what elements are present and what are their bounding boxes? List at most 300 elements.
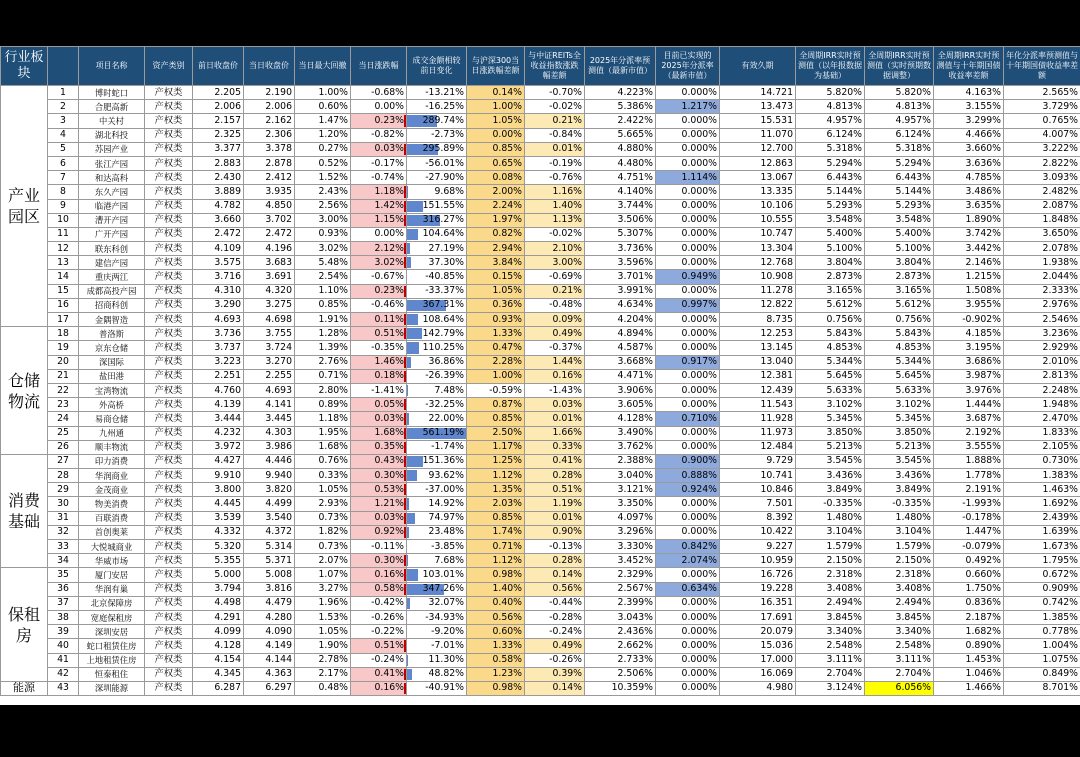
table-cell: 3.845% [865,610,934,624]
table-cell: 0.900% [656,454,720,468]
table-row [1,227,1080,241]
table-cell: 0.000% [656,242,720,256]
cell-value: -0.74% [371,171,404,183]
table-cell: 13.473 [720,100,796,114]
table-row [1,213,1080,227]
table-cell: 3.02% [295,242,351,256]
cell-value: -0.68% [371,86,404,98]
cell-value: 103.01% [422,568,464,580]
table-cell: 3.111% [796,653,865,667]
table-cell [351,284,407,298]
table-cell: 0.28% [525,554,585,568]
table-cell: 2.329% [585,568,656,582]
cell-value: -32.25% [425,398,464,410]
table-cell: 2.93% [295,497,351,511]
table-cell: 4.479 [244,596,295,610]
table-cell: 4.853% [865,341,934,355]
table-cell: 产权类 [145,469,193,483]
table-cell: 33 [48,540,79,554]
table-cell: 3.236% [1004,327,1080,341]
data-bar [407,470,417,481]
table-cell: 蛇口租赁住房 [79,639,145,653]
table-cell: 联东科创 [79,242,145,256]
table-cell: 0.00% [467,128,525,142]
table-cell [351,227,407,241]
table-cell: 产权类 [145,582,193,596]
table-cell: 2.150% [865,554,934,568]
table-cell: 5.843% [796,327,865,341]
table-cell: -0.59% [467,383,525,397]
table-cell: 0.71% [295,369,351,383]
table-cell: 0.85% [467,142,525,156]
table-cell: 4.785% [934,171,1004,185]
table-cell: 3.976% [934,383,1004,397]
cell-value: 151.55% [422,200,464,212]
table-cell: 1.682% [934,625,1004,639]
table-cell: 5.645% [865,369,934,383]
table-cell [351,383,407,397]
table-cell: 华润商业 [79,469,145,483]
table-cell: 0.56% [467,610,525,624]
table-cell: 2.105% [1004,440,1080,454]
table-cell: 1.447% [934,525,1004,539]
table-cell: 11.928 [720,412,796,426]
table-cell [351,681,407,695]
table-cell: 1.39% [295,341,351,355]
table-cell: 5 [48,142,79,156]
table-cell: 0.778% [1004,625,1080,639]
table-cell: 产权类 [145,454,193,468]
table-cell [407,355,467,369]
cell-value: -13.21% [425,86,464,98]
table-cell: 4.185% [934,327,1004,341]
table-cell: 2.94% [467,242,525,256]
cell-value: -27.90% [425,171,464,183]
table-cell: 0.849% [1004,667,1080,681]
table-cell: 2.54% [295,270,351,284]
table-cell: 博时蛇口 [79,86,145,100]
table-cell: -0.84% [525,128,585,142]
table-cell: 1.385% [1004,610,1080,624]
table-cell: 5.371 [244,554,295,568]
table-cell: 1.00% [467,100,525,114]
table-cell: 11.543 [720,398,796,412]
table-row [1,86,1080,100]
header-row [1,47,1080,86]
table-cell: 1.114% [656,171,720,185]
table-row [1,142,1080,156]
cell-value: 1.42% [374,200,404,212]
table-cell: 17 [48,313,79,327]
table-cell: 5.000 [193,568,244,582]
table-cell [407,284,467,298]
table-cell: 1.673% [1004,540,1080,554]
table-cell: 3.972 [193,440,244,454]
table-cell: 产权类 [145,242,193,256]
table-row [1,469,1080,483]
column-header: 年化分派率预测值与十年期国债收益率差额 [1004,47,1080,86]
table-cell: 0.000% [656,667,720,681]
table-cell: 0.000% [656,227,720,241]
table-cell: 成都高投产园 [79,284,145,298]
table-cell: 2.006 [244,100,295,114]
table-cell [351,313,407,327]
table-cell: 产权类 [145,213,193,227]
column-header: 当日收盘价 [244,47,295,86]
table-cell: 3.701% [585,270,656,284]
cell-value: 27.19% [428,242,464,254]
table-cell: 4.144 [244,653,295,667]
table-cell [351,412,407,426]
table-cell: 易商仓储 [79,412,145,426]
column-header: 前日收盘价 [193,47,244,86]
table-cell: 16 [48,298,79,312]
table-cell: 1.05% [295,483,351,497]
table-row [1,625,1080,639]
table-cell: 0.917% [656,355,720,369]
table-cell: 0.000% [656,398,720,412]
table-cell: 4.760 [193,383,244,397]
table-cell: 产权类 [145,114,193,128]
table-cell: 5.144% [865,185,934,199]
column-header: 2025年分派率预测值（最新市值） [585,47,656,86]
table-cell: 20.079 [720,625,796,639]
table-cell: 3.00% [525,256,585,270]
table-cell: 13.304 [720,242,796,256]
table-cell: 2.50% [467,426,525,440]
table-cell: 22 [48,383,79,397]
table-cell: 3.849% [796,483,865,497]
table-cell: 0.660% [934,568,1004,582]
table-cell: 25 [48,426,79,440]
table-cell: 3.222% [1004,142,1080,156]
table-cell: 0.000% [656,86,720,100]
table-cell: 1.97% [467,213,525,227]
table-cell: 0.76% [295,454,351,468]
table-cell: 4.427 [193,454,244,468]
table-cell: 3.124% [796,681,865,695]
cell-value: -26.39% [425,370,464,382]
table-cell: 2.482% [1004,185,1080,199]
table-cell [407,369,467,383]
table-cell [351,114,407,128]
table-cell: 23 [48,398,79,412]
table-cell: 3.377 [193,142,244,156]
table-cell: 2.929% [1004,341,1080,355]
table-cell: 4.196 [244,242,295,256]
table-cell: 产权类 [145,298,193,312]
table-cell: 6.056% [865,681,934,695]
table-cell: 5.144% [796,185,865,199]
table-cell [351,540,407,554]
table-cell: 3.935 [244,185,295,199]
table-cell: 0.36% [467,298,525,312]
table-cell: 0.33% [525,440,585,454]
data-bar [407,569,418,580]
table-cell: 0.28% [525,469,585,483]
table-cell: 1.52% [295,171,351,185]
table-cell: 34 [48,554,79,568]
table-cell: 10.555 [720,213,796,227]
table-cell: 17.691 [720,610,796,624]
table-cell: 3.650% [1004,227,1080,241]
table-cell: 0.888% [656,469,720,483]
table-cell: 0.756% [865,313,934,327]
table-cell: 0.21% [525,284,585,298]
table-cell: -0.02% [525,100,585,114]
table-row [1,426,1080,440]
table-cell: 1.74% [467,525,525,539]
cell-value: -0.11% [371,540,404,552]
table-cell: 产权类 [145,313,193,327]
table-cell: 1.05% [295,625,351,639]
cell-value: 110.25% [422,341,464,353]
table-cell: 4.466% [934,128,1004,142]
table-cell: 19 [48,341,79,355]
table-cell: 2.704% [865,667,934,681]
table-cell: 17.000 [720,653,796,667]
table-cell: 1.20% [295,128,351,142]
table-cell: 3.102% [796,398,865,412]
table-cell [407,199,467,213]
table-cell: 产权类 [145,681,193,695]
table-cell: 1.23% [467,667,525,681]
column-header: 目前已实现的2025年分派率（最新市值） [656,47,720,86]
table-cell [351,199,407,213]
table-cell: 5.100% [865,242,934,256]
table-cell: 5.345% [796,412,865,426]
table-cell: 产权类 [145,156,193,170]
table-cell: 2.548% [796,639,865,653]
table-cell: 3.955% [934,298,1004,312]
table-cell: 京东仓储 [79,341,145,355]
table-cell: 产权类 [145,142,193,156]
table-cell [407,171,467,185]
table-cell [351,440,407,454]
table-cell [351,142,407,156]
cell-value: 0.92% [374,526,404,538]
table-cell: 3.436% [796,469,865,483]
table-cell: 0.01% [525,412,585,426]
table-cell: 0.949% [656,270,720,284]
table-cell: 3.596% [585,256,656,270]
table-cell: 张江产园 [79,156,145,170]
table-cell: 4.480% [585,156,656,170]
table-cell: 42 [48,667,79,681]
table-cell: 产权类 [145,185,193,199]
table-cell [407,100,467,114]
table-cell: 盐田港 [79,369,145,383]
table-cell: 九州通 [79,426,145,440]
table-cell: -0.70% [525,86,585,100]
table-cell: 0.85% [467,412,525,426]
table-cell: 3.040% [585,469,656,483]
table-cell [351,667,407,681]
table-cell [407,469,467,483]
table-cell: 4.232 [193,426,244,440]
table-cell [351,596,407,610]
cell-value: 0.11% [374,313,404,325]
table-cell [351,171,407,185]
table-cell [351,341,407,355]
table-cell: 29 [48,483,79,497]
table-cell: 3.296% [585,525,656,539]
cell-value: 0.23% [374,114,404,126]
table-row [1,383,1080,397]
table-row [1,242,1080,256]
table-cell: 4.372 [244,525,295,539]
cell-value: 74.97% [428,512,464,524]
table-cell: 4.310 [193,284,244,298]
table-cell: 2.03% [467,497,525,511]
table-cell: 5.100% [796,242,865,256]
table-cell: 4.499 [244,497,295,511]
cell-value: 316.27% [422,214,464,226]
table-cell: 0.000% [656,681,720,695]
table-cell [407,511,467,525]
table-cell: 13.145 [720,341,796,355]
table-cell: 合肥高新 [79,100,145,114]
cell-value: 48.82% [428,668,464,680]
table-cell: 1.33% [467,327,525,341]
table-cell: 2.162 [244,114,295,128]
table-cell: 1.938% [1004,256,1080,270]
table-cell: 4.782 [193,199,244,213]
table-cell: 1.692% [1004,497,1080,511]
table-cell: 4.320 [244,284,295,298]
table-cell: 6.124% [796,128,865,142]
table-cell: 4.894% [585,327,656,341]
table-cell: 3.736% [585,242,656,256]
table-cell: 3.889 [193,185,244,199]
table-cell: 产权类 [145,554,193,568]
table-cell: 0.16% [525,369,585,383]
table-cell: 0.000% [656,284,720,298]
table-cell: 3.299% [934,114,1004,128]
table-cell: 2.074% [656,554,720,568]
table-cell: 3.548% [796,213,865,227]
table-cell: 4.141 [244,398,295,412]
table-cell: 12.700 [720,142,796,156]
table-cell: 19.228 [720,582,796,596]
data-bar [407,527,409,538]
table-cell: 0.39% [525,667,585,681]
data-bar [407,229,418,240]
table-cell: 12.253 [720,327,796,341]
table-cell: 5.843% [865,327,934,341]
table-cell: 3.195% [934,341,1004,355]
table-cell: 普洛斯 [79,327,145,341]
table-cell: 5.008 [244,568,295,582]
table-cell [351,568,407,582]
table-cell: 0.01% [525,511,585,525]
table-cell [407,227,467,241]
data-bar [407,201,423,212]
table-cell: 5.318% [865,142,934,156]
table-cell: 3.84% [467,256,525,270]
table-cell [407,653,467,667]
table-cell: 0.01% [525,142,585,156]
table-cell: 3.548% [865,213,934,227]
table-cell: 1.18% [295,412,351,426]
table-cell: 4.850 [244,199,295,213]
table-cell: 0.49% [525,327,585,341]
table-cell: 9.910 [193,469,244,483]
table-cell: 1.19% [525,497,585,511]
table-cell: 3.436% [865,469,934,483]
column-header: 成交金额相较前日变化 [407,47,467,86]
table-cell [351,582,407,596]
table-cell: -0.13% [525,540,585,554]
cell-value: 142.79% [422,327,464,339]
table-cell: 5.314 [244,540,295,554]
table-cell: 5.633% [796,383,865,397]
table-cell: 0.65% [467,156,525,170]
table-cell [351,355,407,369]
table-cell: 24 [48,412,79,426]
table-cell: 产权类 [145,610,193,624]
table-cell: 6.297 [244,681,295,695]
table-cell: 39 [48,625,79,639]
table-cell [351,298,407,312]
table-cell: 0.27% [295,142,351,156]
cell-value: -56.01% [425,157,464,169]
table-cell: 1.40% [467,582,525,596]
table-cell [407,86,467,100]
table-row [1,667,1080,681]
table-cell: 2.190 [244,86,295,100]
table-row [1,511,1080,525]
table-cell: 2.205 [193,86,244,100]
cell-value: -40.91% [425,682,464,694]
table-cell: 3 [48,114,79,128]
table-cell: 20 [48,355,79,369]
table-row [1,284,1080,298]
table-cell: 8.735 [720,313,796,327]
table-cell: 0.742% [1004,596,1080,610]
table-cell: 0.000% [656,213,720,227]
table-cell: 3.275 [244,298,295,312]
table-cell: 3.378 [244,142,295,156]
table-cell: 0.14% [525,568,585,582]
table-row [1,653,1080,667]
table-cell [407,525,467,539]
table-cell: 华润有巢 [79,582,145,596]
table-cell: 0.000% [656,327,720,341]
table-cell: 1.444% [934,398,1004,412]
table-row [1,454,1080,468]
table-cell: 1.17% [467,440,525,454]
column-header [48,47,79,86]
table-cell: 2.00% [467,185,525,199]
table-cell: 1.888% [934,454,1004,468]
sector-label: 保租房 [1,568,48,682]
cell-value: -33.37% [425,285,464,297]
table-cell: 0.997% [656,298,720,312]
table-cell: 2.399% [585,596,656,610]
cell-value: 0.43% [374,455,404,467]
table-cell [407,242,467,256]
table-row [1,327,1080,341]
table-cell: 10.747 [720,227,796,241]
table-cell [407,213,467,227]
table-cell: 3.820 [244,483,295,497]
table-cell: 2.187% [934,610,1004,624]
table-cell: 1.750% [934,582,1004,596]
table-cell [351,256,407,270]
cell-value: 0.30% [374,554,404,566]
cell-value: 36.86% [428,356,464,368]
